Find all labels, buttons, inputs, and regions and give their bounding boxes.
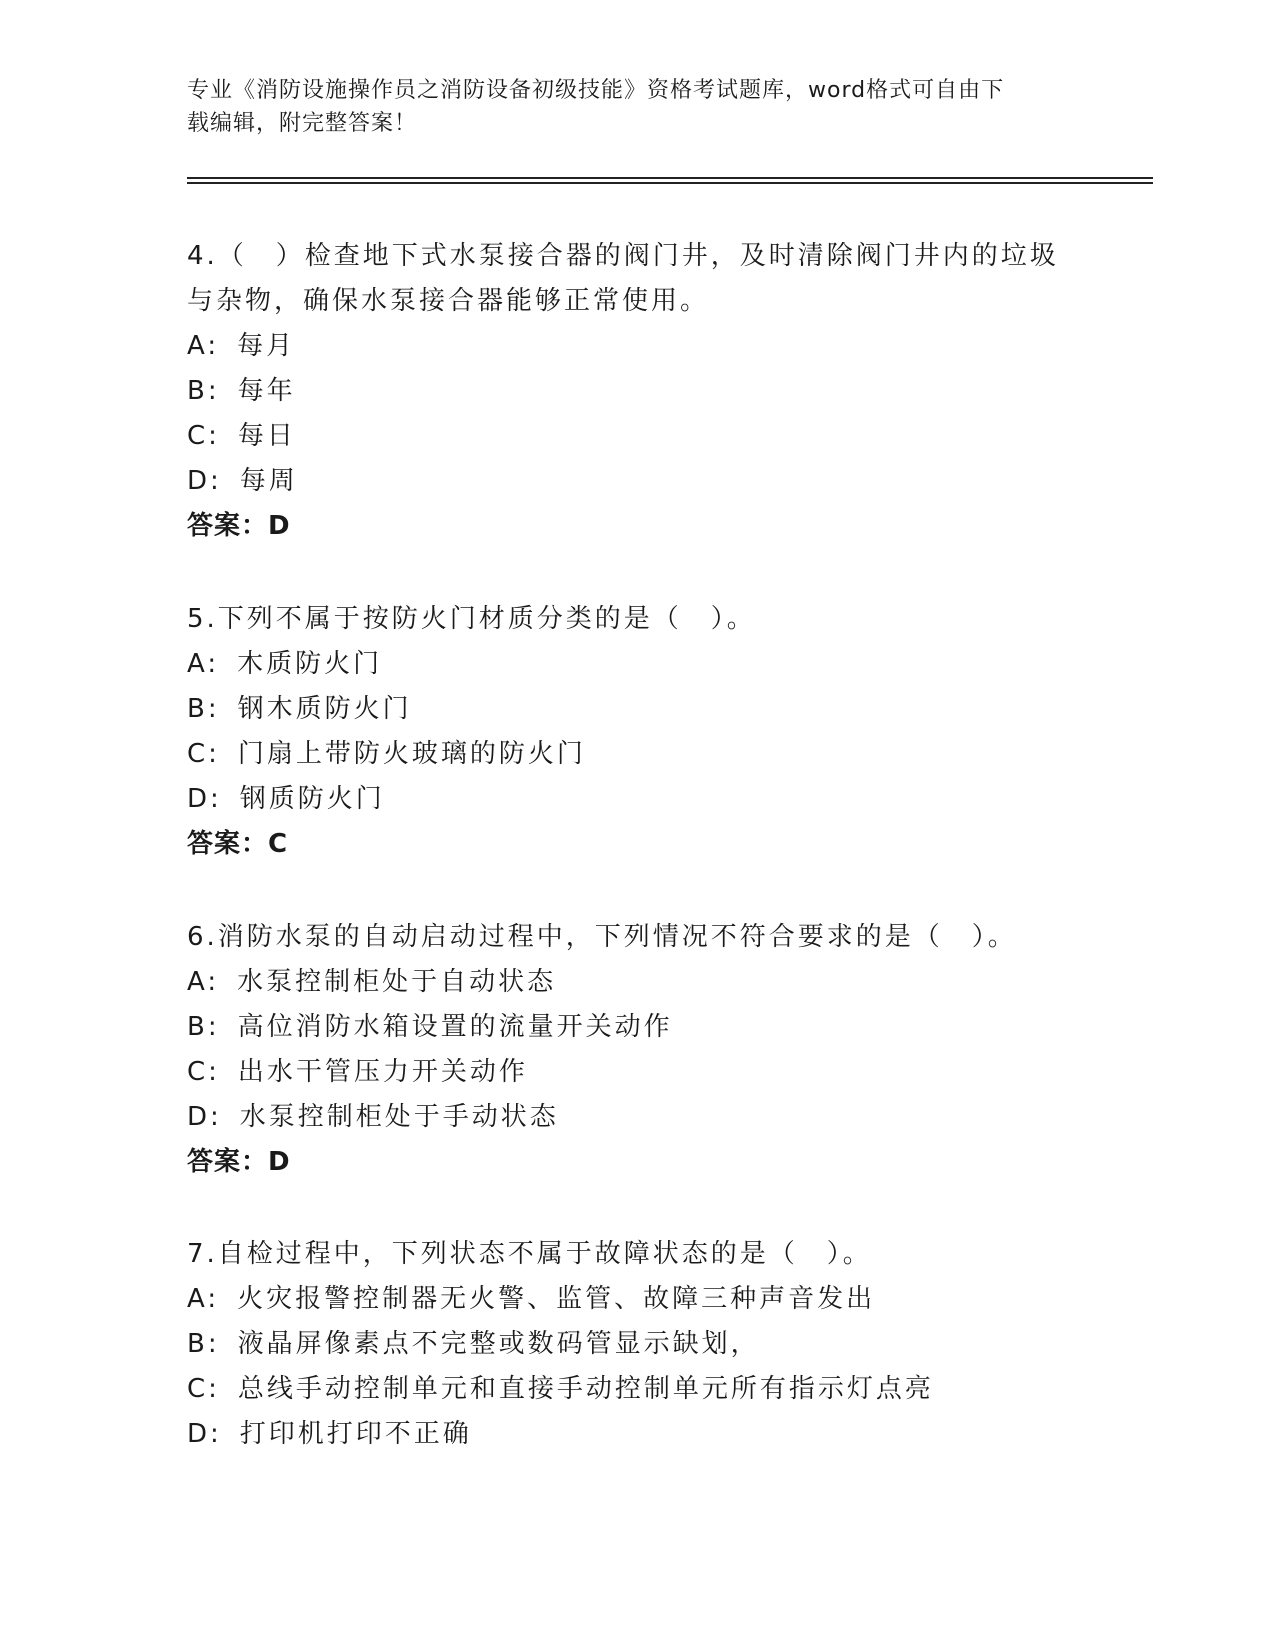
option-text: 每月 [237, 331, 296, 361]
option-text: 高位消防水箱设置的流量开关动作 [237, 1012, 673, 1042]
option-text: 每周 [239, 466, 298, 496]
option-label: B: [187, 694, 220, 724]
option-label: A: [187, 967, 220, 997]
option-label: D: [187, 1419, 222, 1449]
header-line-2: 载编辑，附完整答案！ [187, 111, 418, 136]
option-c [187, 1367, 1087, 1412]
answer-line: 答案：C [187, 829, 289, 859]
header-divider-top [187, 177, 1153, 179]
option-c [187, 732, 1087, 777]
option-text: 打印机打印不正确 [239, 1419, 472, 1449]
option-label: B: [187, 1012, 220, 1042]
option-c [187, 414, 1087, 459]
option-label: B: [187, 1329, 220, 1359]
option-text: 每日 [237, 421, 296, 451]
question-stem-line: 7.自检过程中，下列状态不属于故障状态的是（ ）。 [187, 1239, 872, 1269]
option-text: 总线手动控制单元和直接手动控制单元所有指示灯点亮 [237, 1374, 934, 1404]
question-4 [187, 234, 1087, 549]
document-header [187, 74, 1087, 140]
option-b [187, 369, 1087, 414]
option-label: D: [187, 466, 222, 496]
option-a [187, 1277, 1087, 1322]
option-text: 钢木质防火门 [237, 694, 412, 724]
option-label: C: [187, 421, 220, 451]
question-stem-line: 与杂物，确保水泵接合器能够正常使用。 [187, 286, 710, 316]
option-b [187, 1005, 1087, 1050]
option-label: C: [187, 739, 220, 769]
header-line-1: 专业《消防设施操作员之消防设备初级技能》资格考试题库，word格式可自由下 [187, 78, 1005, 103]
question-7 [187, 1232, 1087, 1457]
question-5 [187, 597, 1087, 867]
option-label: A: [187, 1284, 220, 1314]
question-stem-line: 5.下列不属于按防火门材质分类的是（ ）。 [187, 604, 756, 634]
option-d [187, 777, 1087, 822]
option-text: 火灾报警控制器无火警、监管、故障三种声音发出 [237, 1284, 876, 1314]
option-label: A: [187, 331, 220, 361]
option-c [187, 1050, 1087, 1095]
option-text: 木质防火门 [237, 649, 383, 679]
option-a [187, 960, 1087, 1005]
option-label: D: [187, 1102, 222, 1132]
option-text: 出水干管压力开关动作 [237, 1057, 528, 1087]
option-label: D: [187, 784, 222, 814]
option-label: A: [187, 649, 220, 679]
option-label: C: [187, 1374, 220, 1404]
option-label: B: [187, 376, 220, 406]
question-6 [187, 915, 1087, 1185]
option-d [187, 459, 1087, 504]
header-divider-bottom [187, 182, 1153, 184]
option-b [187, 1322, 1087, 1367]
option-text: 门扇上带防火玻璃的防火门 [237, 739, 586, 769]
answer-line: 答案：D [187, 1147, 291, 1177]
option-text: 水泵控制柜处于手动状态 [239, 1102, 559, 1132]
answer-line: 答案：D [187, 511, 291, 541]
question-stem-line: 6.消防水泵的自动启动过程中，下列情况不符合要求的是（ ）。 [187, 922, 1017, 952]
option-a [187, 324, 1087, 369]
option-d [187, 1412, 1087, 1457]
option-text: 钢质防火门 [239, 784, 385, 814]
option-b [187, 687, 1087, 732]
option-d [187, 1095, 1087, 1140]
option-label: C: [187, 1057, 220, 1087]
option-a [187, 642, 1087, 687]
option-text: 水泵控制柜处于自动状态 [237, 967, 557, 997]
option-text: 液晶屏像素点不完整或数码管显示缺划， [237, 1329, 760, 1359]
option-text: 每年 [237, 376, 296, 406]
question-stem-line: 4.（ ）检查地下式水泵接合器的阀门井，及时清除阀门井内的垃圾 [187, 241, 1059, 271]
